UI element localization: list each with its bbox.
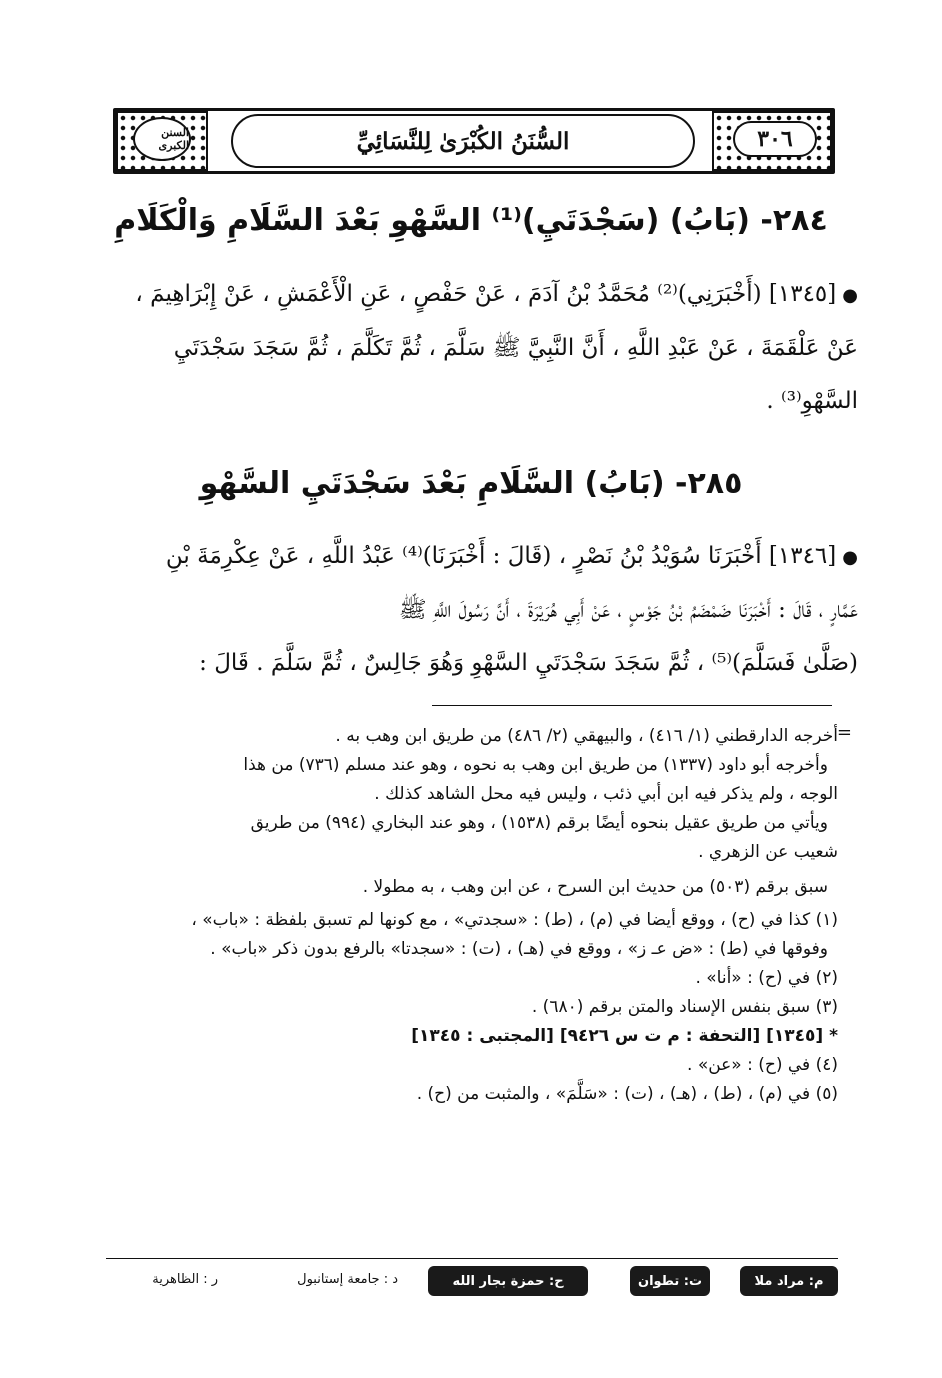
note-line: أخرجه الدارقطني (١/ ٤١٦) ، والبيهقي (٢/ ٤٨٦) من طريق ابن وهب به . — [335, 726, 838, 746]
hadith-line: عَمَّارٍ ، قَالَ : أَخْبَرَنَا ضَمْضَمُ بْنُ جَوْسٍ ، عَنْ أَبِي هُرَيْرَةَ ، أَنَّ رَسُولَ اللَّهِ ﷺ — [398, 597, 858, 623]
hadith-line — [98, 268, 858, 322]
label-d: د : جامعة إستانبول — [297, 1272, 398, 1287]
takhrij-1345: * [١٣٤٥] [التحفة : م ت س ٩٤٢٦] [المجتبى : ١٣٤٥] — [411, 1026, 838, 1046]
title-band — [231, 114, 695, 168]
note-line: سبق برقم (٥٠٣) من حديث ابن السرح ، عن ابن وهب ، به مطولا . — [362, 877, 828, 897]
label-t: ت: تطوان — [630, 1266, 710, 1296]
footnote-1-cont: وفوقها في (ط) : «ض عـ ز» ، ووقع في (هـ) ، (ت) : «سجدتا» بالرفع بدون ذكر «باب» . — [210, 939, 828, 959]
footnote-4: (٤) في (ح) : «عن» . — [687, 1055, 838, 1075]
hadith-line — [98, 530, 858, 584]
hadith-1345 — [98, 268, 858, 428]
bullet-icon: ● — [842, 285, 858, 306]
continuation-mark: = — [836, 722, 852, 743]
note-line: الوجه ، ولم يذكر فيه ابن أبي ذئب ، وليس فيه محل الشاهد كذلك . — [374, 784, 838, 804]
label-m: م: مراد ملا — [740, 1266, 838, 1296]
chapter-heading-285: ٢٨٥- (بَابُ) السَّلَامِ بَعْدَ سَجْدَتَيِ السَّهْوِ — [199, 466, 743, 501]
hadith-line: عَنْ عَلْقَمَةَ ، عَنْ عَبْدِ اللَّهِ ، أَنَّ النَّبِيَّ ﷺ سَلَّمَ ، ثُمَّ تَكَلَّمَ ، ثُمَّ سَجَدَ سَجْدَتَيِ — [173, 335, 858, 361]
hadith-line: السَّهْوِ⁽³⁾ . — [766, 388, 858, 414]
footer-divider — [106, 1258, 838, 1259]
label-r: ر : الظاهرية — [152, 1272, 218, 1287]
hadith-1346 — [98, 530, 858, 690]
footnote-5: (٥) في (م) ، (ط) ، (هـ) ، (ت) : «سَلَّمَ» ، والمثبت من (ح) . — [416, 1084, 838, 1104]
book-title: السُّنَنُ الكُبْرَىٰ لِلنَّسَائِيِّ — [356, 127, 570, 155]
bullet-icon: ● — [842, 547, 858, 568]
hadith-text: [١٣٤٦] أَخْبَرَنَا سُوَيْدُ بْنُ نَصْرٍ ، (قَالَ : أَخْبَرَنَا)⁽⁴⁾ عَبْدُ اللَّهِ ، عَنْ عِكْرِمَةَ بْنِ — [165, 543, 837, 569]
page-number: ٣٠٦ — [733, 121, 817, 157]
note-line: شعيب عن الزهري . — [698, 842, 838, 862]
seal-text: السنن الكبرى — [158, 126, 189, 152]
page-header — [113, 108, 835, 174]
footnote-1: (١) كذا في (ح) ، ووقع أيضا في (م) ، (ط) : «سجدتي» ، مع كونها لم تسبق بلفظة : «باب» ، — [191, 910, 838, 930]
chapter-heading-284: ٢٨٤- (بَابُ) (سَجْدَتَيِ)⁽¹⁾ السَّهْوِ بَعْدَ السَّلَامِ وَالْكَلَامِ — [114, 203, 828, 238]
notes-divider — [432, 705, 832, 706]
label-h: ح: حمزة بجار الله — [428, 1266, 588, 1296]
manuscript-key — [110, 1266, 838, 1300]
hadith-text: [١٣٤٥] (أَخْبَرَنِي)⁽²⁾ مُحَمَّدُ بْنُ آدَمَ ، عَنْ حَفْصٍ ، عَنِ الْأَعْمَشِ ، عَنْ إِبْرَاهِيمَ ، — [135, 281, 837, 307]
note-line: ويأتي من طريق عقيل بنحوه أيضًا برقم (١٥٣٨) ، وهو عند البخاري (٩٩٤) من طريق — [250, 813, 828, 833]
footnote-2: (٢) في (ح) : «أنا» . — [695, 968, 838, 988]
note-line: وأخرجه أبو داود (١٣٣٧) من طريق ابن وهب به نحوه ، وهو عند مسلم (٧٣٦) من هذا — [243, 755, 828, 775]
book-seal-logo — [133, 117, 191, 161]
hadith-line: (صَلَّىٰ فَسَلَّمَ)⁽⁵⁾ ، ثُمَّ سَجَدَ سَجْدَتَيِ السَّهْوِ وَهُوَ جَالِسٌ ، ثُمَّ سَلَّمَ . قَالَ : — [199, 650, 858, 676]
footnotes — [110, 722, 838, 1109]
footnote-3: (٣) سبق بنفس الإسناد والمتن برقم (٦٨٠) . — [531, 997, 838, 1017]
